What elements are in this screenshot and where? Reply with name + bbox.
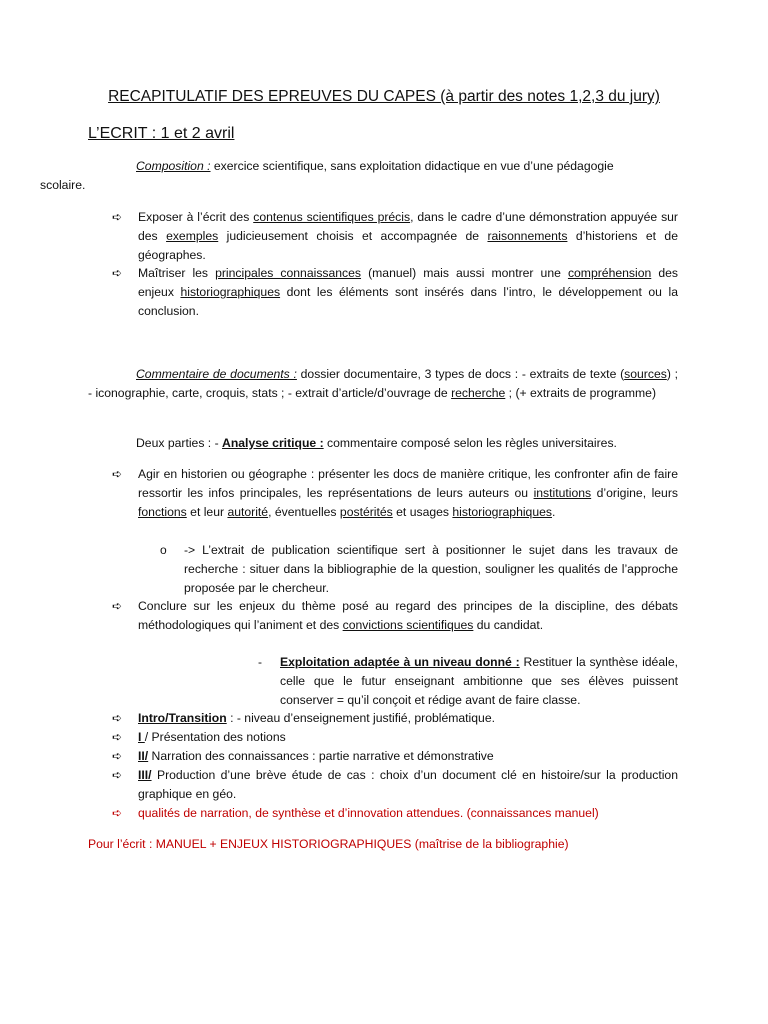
arrow-bullet-icon: ➪ [112, 768, 123, 782]
qualites-item: qualités de narration, de synthèse et d’innovation attendues. (connaissances manuel) [138, 806, 599, 820]
composition-item-2: Maîtriser les principales connaissances (manuel) mais aussi montrer une compréhension des enjeux historiographiques dont les éléments sont insérés dans l’intro, le développement ou la conclusion. [138, 266, 678, 318]
commentaire-paragraph: Commentaire de documents : dossier documentaire, 3 types de docs : - extraits de texte (sources) ; - iconographie, carte, croquis, stats ; - extrait d’article/d’ouvrage de recherche ; (+ extraits de programme) [88, 367, 679, 400]
conclure-item: Conclure sur les enjeux du thème posé au regard des principes de la discipline, des débats méthodologiques qui l’animent et des convictions scientifiques du candidat. [138, 599, 678, 632]
arrow-bullet-icon: ➪ [112, 210, 123, 224]
dash-bullet: - [258, 655, 262, 669]
composition-text-2: scolaire. [40, 178, 86, 192]
page-title: RECAPITULATIF DES EPREUVES DU CAPES (à partir des notes 1,2,3 du jury) [108, 88, 660, 105]
circle-bullet-icon: o [160, 543, 167, 557]
ecrit-heading: L’ECRIT : 1 et 2 avril [88, 125, 235, 142]
analyse-critique-label: Analyse critique : [222, 436, 324, 450]
plan-item-iii: III/ Production d’une brève étude de cas : choix d’un document clé en histoire/sur la production graphique en géo. [138, 768, 678, 801]
plan-item-intro: Intro/Transition : - niveau d’enseignement justifié, problématique. [138, 711, 495, 725]
plan-item-i: I / Présentation des notions [138, 730, 286, 744]
sub-item-extrait: -> L’extrait de publication scientifique sert à positionner le sujet dans les travaux de recherche : situer dans la bibliographie de la question, souligner les qualités de l’approche proposée par le chercheur. [184, 543, 678, 595]
arrow-bullet-icon: ➪ [112, 730, 123, 744]
exploitation-item: Exploitation adaptée à un niveau donné : Restituer la synthèse idéale, celle que le futur enseignant ambitionne que ses élèves puissent conserver = qu’il conçoit et rédige avant de faire classe. [280, 655, 678, 707]
composition-text: exercice scientifique, sans exploitation didactique en vue d’une pédagogie [210, 159, 614, 173]
composition-paragraph [40, 157, 678, 195]
arrow-bullet-icon: ➪ [112, 266, 123, 280]
arrow-bullet-icon: ➪ [112, 711, 123, 725]
composition-item-1: Exposer à l’écrit des contenus scientifiques précis, dans le cadre d’une démonstration appuyée sur des exemples judicieusement choisis et accompagnée de raisonnements d’historiens et de géographes. [138, 210, 678, 262]
arrow-bullet-icon: ➪ [112, 749, 123, 763]
composition-label: Composition : [136, 159, 211, 173]
plan-item-ii: II/ Narration des connaissances : partie narrative et démonstrative [138, 749, 494, 763]
arrow-bullet-icon: ➪ [112, 599, 123, 613]
arrow-bullet-icon: ➪ [112, 806, 123, 820]
commentaire-label: Commentaire de documents : [136, 367, 297, 381]
deux-parties-line: Deux parties : - Analyse critique : commentaire composé selon les règles universitaires. [136, 436, 617, 450]
agir-item: Agir en historien ou géographe : présenter les docs de manière critique, les confronter afin de faire ressortir les infos principales, les représentations de leurs auteurs ou institutions d’origine, leurs fonctions et leur autorité, éventuelles postérités et usages historiographiques. [138, 467, 678, 519]
exploitation-label: Exploitation adaptée à un niveau donné : [280, 655, 520, 669]
pour-ecrit-summary: Pour l’écrit : MANUEL + ENJEUX HISTORIOGRAPHIQUES (maîtrise de la bibliographie) [88, 837, 569, 851]
arrow-bullet-icon: ➪ [112, 467, 123, 481]
